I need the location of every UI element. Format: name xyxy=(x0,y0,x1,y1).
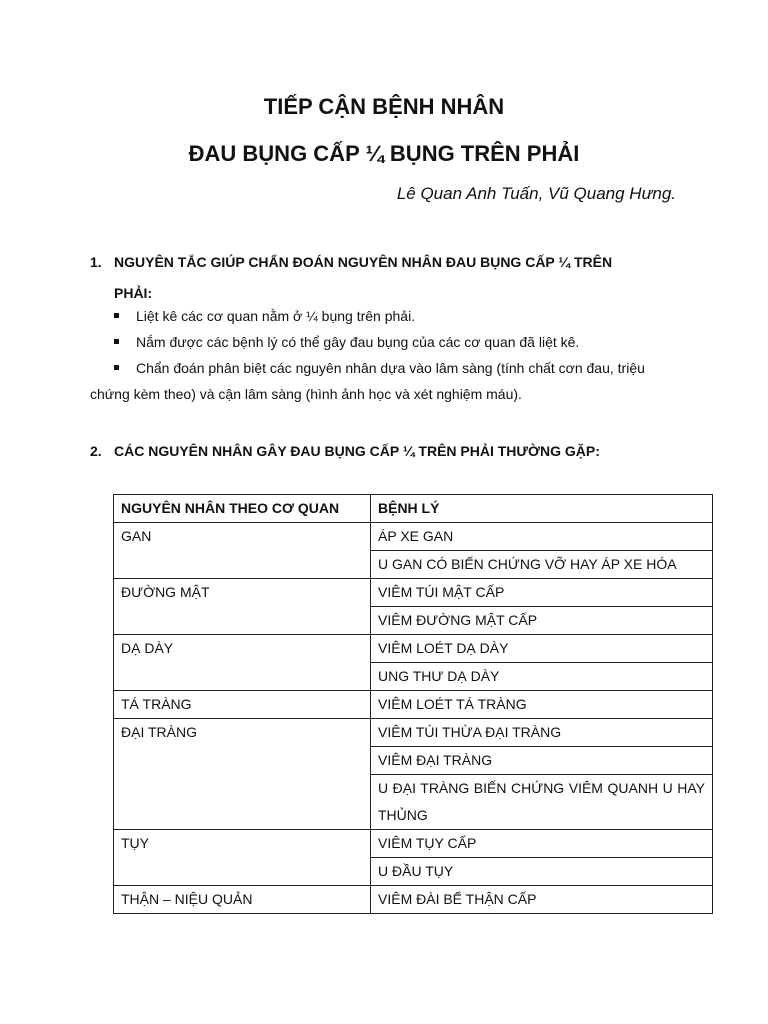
bullet-square-icon xyxy=(114,365,119,370)
section1-heading xyxy=(90,247,678,309)
list-item xyxy=(90,355,678,381)
table-row xyxy=(114,886,713,914)
organ-cell: TÁ TRÀNG xyxy=(114,691,371,719)
document-title-line2: ĐAU BỤNG CẤP ¼ BỤNG TRÊN PHẢI xyxy=(188,141,580,166)
section2-number: 2. xyxy=(90,443,102,459)
disease-cell: VIÊM LOÉT TÁ TRÀNG xyxy=(371,691,713,719)
table-header-cell: BỆNH LÝ xyxy=(371,495,713,523)
list-item xyxy=(90,329,678,355)
organ-cell: ĐẠI TRÀNG xyxy=(114,719,371,830)
disease-cell: VIÊM TÚI THỪA ĐẠI TRÀNG xyxy=(371,719,713,747)
disease-cell: VIÊM TỤY CẤP xyxy=(371,830,713,858)
organ-cell: GAN xyxy=(114,523,371,579)
bullet-text: Liệt kê các cơ quan nằm ở ¼ bụng trên phải. xyxy=(136,308,416,324)
section1-bullet-list xyxy=(90,303,678,407)
causes-table xyxy=(113,494,713,914)
disease-cell: VIÊM TÚI MẬT CẤP xyxy=(371,579,713,607)
disease-cell: VIÊM ĐẠI TRÀNG xyxy=(371,747,713,775)
disease-cell: ÁP XE GAN xyxy=(371,523,713,551)
disease-cell: U ĐẠI TRÀNG BIẾN CHỨNG VIÊM QUANH U HAY THỦNG xyxy=(371,775,713,830)
bullet-square-icon xyxy=(114,313,119,318)
section2-heading-text: CÁC NGUYÊN NHÂN GÂY ĐAU BỤNG CẤP ¼ TRÊN PHẢI THƯỜNG GẶP: xyxy=(114,443,600,459)
section1-heading-cont: PHẢI: xyxy=(114,285,153,301)
organ-cell: DẠ DÀY xyxy=(114,635,371,691)
table-row xyxy=(114,691,713,719)
disease-cell: VIÊM ĐÀI BỂ THẬN CẤP xyxy=(371,886,713,914)
bullet-text: Chẩn đoán phân biệt các nguyên nhân dựa vào lâm sàng (tính chất cơn đau, triệu xyxy=(136,360,645,376)
disease-cell: VIÊM ĐƯỜNG MẬT CẤP xyxy=(371,607,713,635)
organ-cell: TỤY xyxy=(114,830,371,886)
section1-number: 1. xyxy=(90,254,102,270)
section1-heading-text: NGUYÊN TẮC GIÚP CHẨN ĐOÁN NGUYÊN NHÂN ĐAU BỤNG CẤP ¼ TRÊN xyxy=(114,254,613,270)
disease-cell: U GAN CÓ BIẾN CHỨNG VỠ HAY ÁP XE HÓA xyxy=(371,551,713,579)
disease-cell: U ĐẦU TỤY xyxy=(371,858,713,886)
bullet-square-icon xyxy=(114,339,119,344)
disease-cell: UNG THƯ DẠ DÀY xyxy=(371,663,713,691)
table-row xyxy=(114,579,713,607)
document-title-line1: TIẾP CẬN BỆNH NHÂN xyxy=(263,94,505,119)
organ-cell: THẬN – NIỆU QUẢN xyxy=(114,886,371,914)
table-row xyxy=(114,719,713,747)
bullet-text-continuation: chứng kèm theo) và cận lâm sàng (hình ảnh học và xét nghiệm máu). xyxy=(90,386,522,402)
table-header-cell: NGUYÊN NHÂN THEO CƠ QUAN xyxy=(114,495,371,523)
authors: Lê Quan Anh Tuấn, Vũ Quang Hưng. xyxy=(396,184,676,203)
table-row xyxy=(114,830,713,858)
organ-cell: ĐƯỜNG MẬT xyxy=(114,579,371,635)
bullet-text: Nắm được các bệnh lý có thể gây đau bụng của các cơ quan đã liệt kê. xyxy=(136,334,580,350)
disease-cell: VIÊM LOÉT DẠ DÀY xyxy=(371,635,713,663)
table-row xyxy=(114,635,713,663)
table-header-row xyxy=(114,495,713,523)
table-row xyxy=(114,523,713,551)
list-item xyxy=(90,303,678,329)
section2-heading xyxy=(90,436,678,467)
